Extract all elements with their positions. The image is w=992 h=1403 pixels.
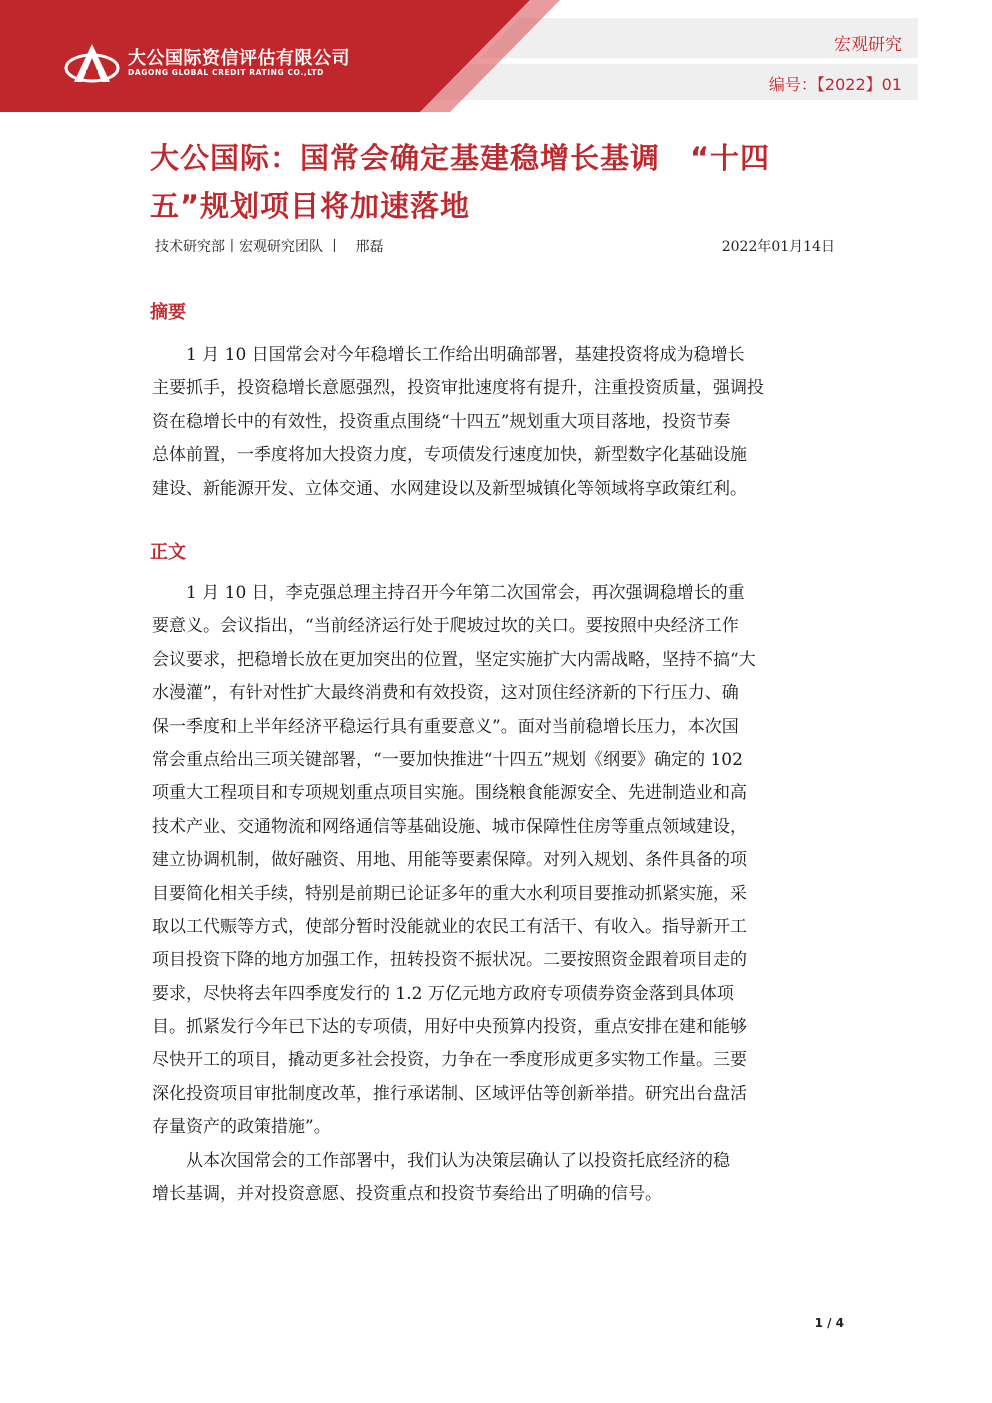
report-category: 宏观研究: [834, 35, 902, 55]
text-line: 保一季度和上半年经济平稳运行具有重要意义”。面对当前稳增长压力，本次国: [152, 716, 739, 737]
text-line: 目要简化相关手续，特别是前期已论证多年的重大水利项目要推动抓紧实施，采: [152, 883, 747, 904]
text-line: 常会重点给出三项关键部署，“一要加快推进“十四五”规划《纲要》确定的 102: [152, 749, 743, 770]
text-line: 技术产业、交通物流和网络通信等基础设施、城市保障性住房等重点领域建设，: [152, 816, 747, 837]
text-line: 尽快开工的项目，撬动更多社会投资，力争在一季度形成更多实物工作量。三要: [152, 1050, 747, 1071]
report-title: [150, 134, 850, 230]
text-line: 会议要求，把稳增长放在更加突出的位置，坚定实施扩大内需战略，坚持不搞“大: [152, 649, 756, 670]
text-line: 主要抓手，投资稳增长意愿强烈，投资审批速度将有提升，注重投资质量，强调投: [152, 378, 764, 399]
document-number: 编号：【2022】01: [768, 75, 902, 94]
text-line: 目。抓紧发行今年已下达的专项债，用好中央预算内投资，重点安排在建和能够: [152, 1017, 747, 1038]
text-line: 要意义。会议指出，“当前经济运行处于爬坡过坎的关口。要按照中央经济工作: [152, 616, 739, 637]
page-number: 1 / 4: [814, 1316, 844, 1330]
page-header: [0, 0, 992, 112]
text-line: 资在稳增长中的有效性，投资重点围绕“十四五”规划重大项目落地，投资节奏: [152, 411, 731, 432]
text-line: 1 月 10 日国常会对今年稳增长工作给出明确部署，基建投资将成为稳增长: [152, 345, 745, 365]
body-paragraph-1: [152, 577, 842, 1211]
text-line: 项目投资下降的地方加强工作，扭转投资不振状况。二要按照资金跟着项目走的: [152, 950, 747, 971]
text-line: 从本次国常会的工作部署中，我们认为决策层确认了以投资托底经济的稳: [152, 1150, 730, 1171]
abstract-heading: 摘要: [150, 302, 186, 323]
text-line: 项重大工程项目和专项规划重点项目实施。围绕粮食能源安全、先进制造业和高: [152, 783, 747, 804]
text-line: 总体前置，一季度将加大投资力度，专项债发行速度加快，新型数字化基础设施: [152, 445, 747, 466]
author-info: 技术研究部丨宏观研究团队 丨 邢磊: [155, 239, 384, 255]
company-name-en: DAGONG GLOBAL CREDIT RATING CO.,LTD: [128, 68, 324, 77]
text-line: 增长基调，并对投资意愿、投资重点和投资节奏给出了明确的信号。: [152, 1184, 662, 1205]
company-name-cn: 大公国际资信评估有限公司: [128, 48, 350, 69]
title-line: 五”规划项目将加速落地: [150, 189, 471, 223]
text-line: 深化投资项目审批制度改革，推行承诺制、区域评估等创新举措。研究出台盘活: [152, 1083, 747, 1104]
text-line: 建设、新能源开发、立体交通、水网建设以及新型城镇化等领域将享政策红利。: [152, 478, 747, 499]
text-line: 取以工代赈等方式，使部分暂时没能就业的农民工有活干、有收入。指导新开工: [152, 916, 747, 937]
body-heading: 正文: [150, 542, 186, 563]
abstract-paragraph: [152, 339, 842, 506]
title-line: 大公国际：国常会确定基建稳增长基调 “十四: [150, 141, 771, 175]
byline: [155, 236, 835, 258]
publish-date: 2022年01月14日: [721, 239, 835, 255]
dagong-logo-icon: [64, 40, 120, 86]
text-line: 要求，尽快将去年四季度发行的 1.2 万亿元地方政府专项债券资金落到具体项: [152, 983, 734, 1004]
text-line: 水漫灌”，有针对性扩大最终消费和有效投资，这对顶住经济新的下行压力、确: [152, 683, 739, 704]
text-line: 存量资产的政策措施”。: [152, 1117, 331, 1138]
text-line: 1 月 10 日，李克强总理主持召开今年第二次国常会，再次强调稳增长的重: [152, 583, 745, 603]
text-line: 建立协调机制，做好融资、用地、用能等要素保障。对列入规划、条件具备的项: [152, 850, 747, 871]
